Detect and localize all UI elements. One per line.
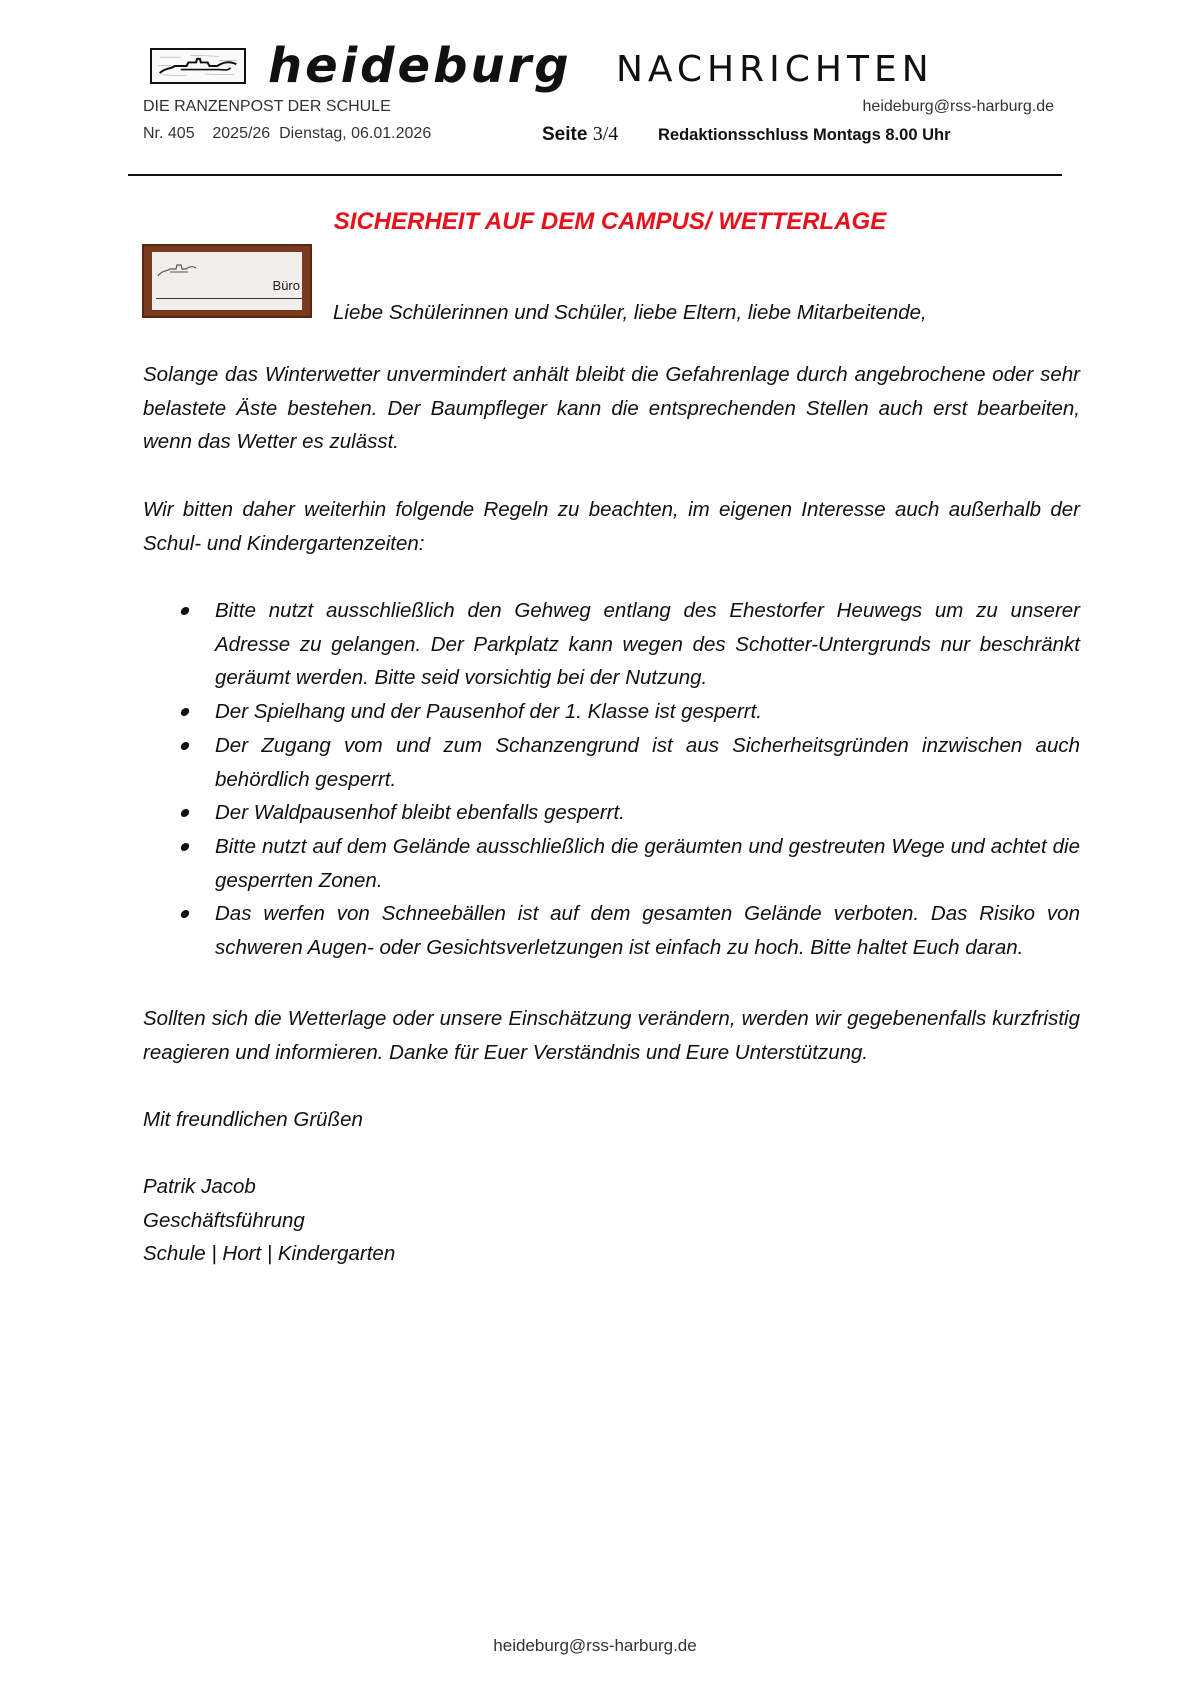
office-sign-label: Büro — [272, 278, 300, 293]
paragraph-situation: Solange das Winterwetter unvermindert anhält bleibt die Gefahrenlage durch angebrochene oder sehr belastete Äste bestehen. Der Baumpfleger kann die entsprechenden Stellen auch erst bearbeiten, wenn das Wetter es zulässt. — [143, 363, 1080, 454]
rule-item — [143, 729, 1080, 796]
bullet-icon — [180, 843, 190, 851]
editorial-deadline: Redaktionsschluss Montags 8.00 Uhr — [658, 126, 951, 144]
paragraph-rules-intro: Wir bitten daher weiterhin folgende Regeln zu beachten, im eigenen Interesse auch außerhalb der Schul- und Kindergartenzeiten: — [143, 498, 1080, 555]
rule-text: Bitte nutzt auf dem Gelände ausschließlich die geräumten und gestreuten Wege und achtet die gesperrten Zonen. — [215, 834, 1080, 892]
bullet-icon — [180, 607, 190, 615]
bullet-icon — [180, 708, 190, 716]
brand-name: heideburg — [268, 38, 572, 94]
bullet-icon — [180, 742, 190, 750]
closing: Mit freundlichen Grüßen — [143, 1108, 363, 1131]
heideburg-logo-icon — [156, 260, 198, 280]
signature-name: Patrik Jacob — [143, 1175, 256, 1198]
signature-role: Geschäftsführung — [143, 1209, 305, 1232]
paragraph-outlook: Sollten sich die Wetterlage oder unsere Einschätzung verändern, werden wir gegebenenfalls kurzfristig reagieren und informieren. Danke für Euer Verständnis und Eure Unterstützung. — [143, 1007, 1080, 1064]
rule-item — [143, 695, 1080, 729]
page-indicator — [542, 123, 618, 146]
rule-item — [143, 830, 1080, 897]
footer-email[interactable]: heideburg@rss-harburg.de — [493, 1636, 697, 1655]
header-divider — [128, 174, 1062, 176]
office-sign-plate — [152, 252, 302, 310]
brand-subtitle: NACHRICHTEN — [616, 49, 934, 90]
article-title: SICHERHEIT AUF DEM CAMPUS/ WETTERLAGE — [333, 208, 887, 235]
signature-organization: Schule | Hort | Kindergarten — [143, 1242, 396, 1265]
masthead — [150, 38, 1050, 94]
rule-text: Der Waldpausenhof bleibt ebenfalls gesperrt. — [215, 801, 625, 825]
rule-item — [143, 594, 1080, 695]
rule-text: Der Zugang vom und zum Schanzengrund ist aus Sicherheitsgründen inzwischen auch behördlich gesperrt. — [215, 733, 1080, 791]
heideburg-logo-icon — [150, 48, 246, 84]
rule-item — [143, 897, 1080, 964]
bullet-icon — [180, 910, 190, 918]
header-email[interactable]: heideburg@rss-harburg.de — [862, 98, 1054, 115]
rule-text: Der Spielhang und der Pausenhof der 1. Klasse ist gesperrt. — [215, 700, 762, 724]
page-number: 3/4 — [592, 123, 619, 145]
rules-list — [143, 594, 1080, 965]
tagline: DIE RANZENPOST DER SCHULE — [143, 98, 391, 115]
issue-info: Nr. 405 2025/26 Dienstag, 06.01.2026 — [143, 125, 432, 142]
office-sign-line — [156, 298, 302, 299]
greeting: Liebe Schülerinnen und Schüler, liebe Eltern, liebe Mitarbeitende, — [333, 301, 927, 324]
rule-item — [143, 796, 1080, 830]
rule-text: Bitte nutzt ausschließlich den Gehweg entlang des Ehestorfer Heuwegs um zu unserer Adresse zu gelangen. Der Parkplatz kann wegen des Schotter-Untergrunds nur beschränkt geräumt werden. Bitte seid vorsichtig bei der Nutzung. — [215, 599, 1080, 690]
rule-text: Das werfen von Schneebällen ist auf dem gesamten Gelände verboten. Das Risiko von schweren Augen- oder Gesichtsverletzungen ist einfach zu hoch. Bitte haltet Euch daran. — [215, 902, 1080, 960]
office-sign-photo — [142, 244, 312, 318]
page-label: Seite — [542, 124, 593, 145]
bullet-icon — [180, 809, 190, 817]
